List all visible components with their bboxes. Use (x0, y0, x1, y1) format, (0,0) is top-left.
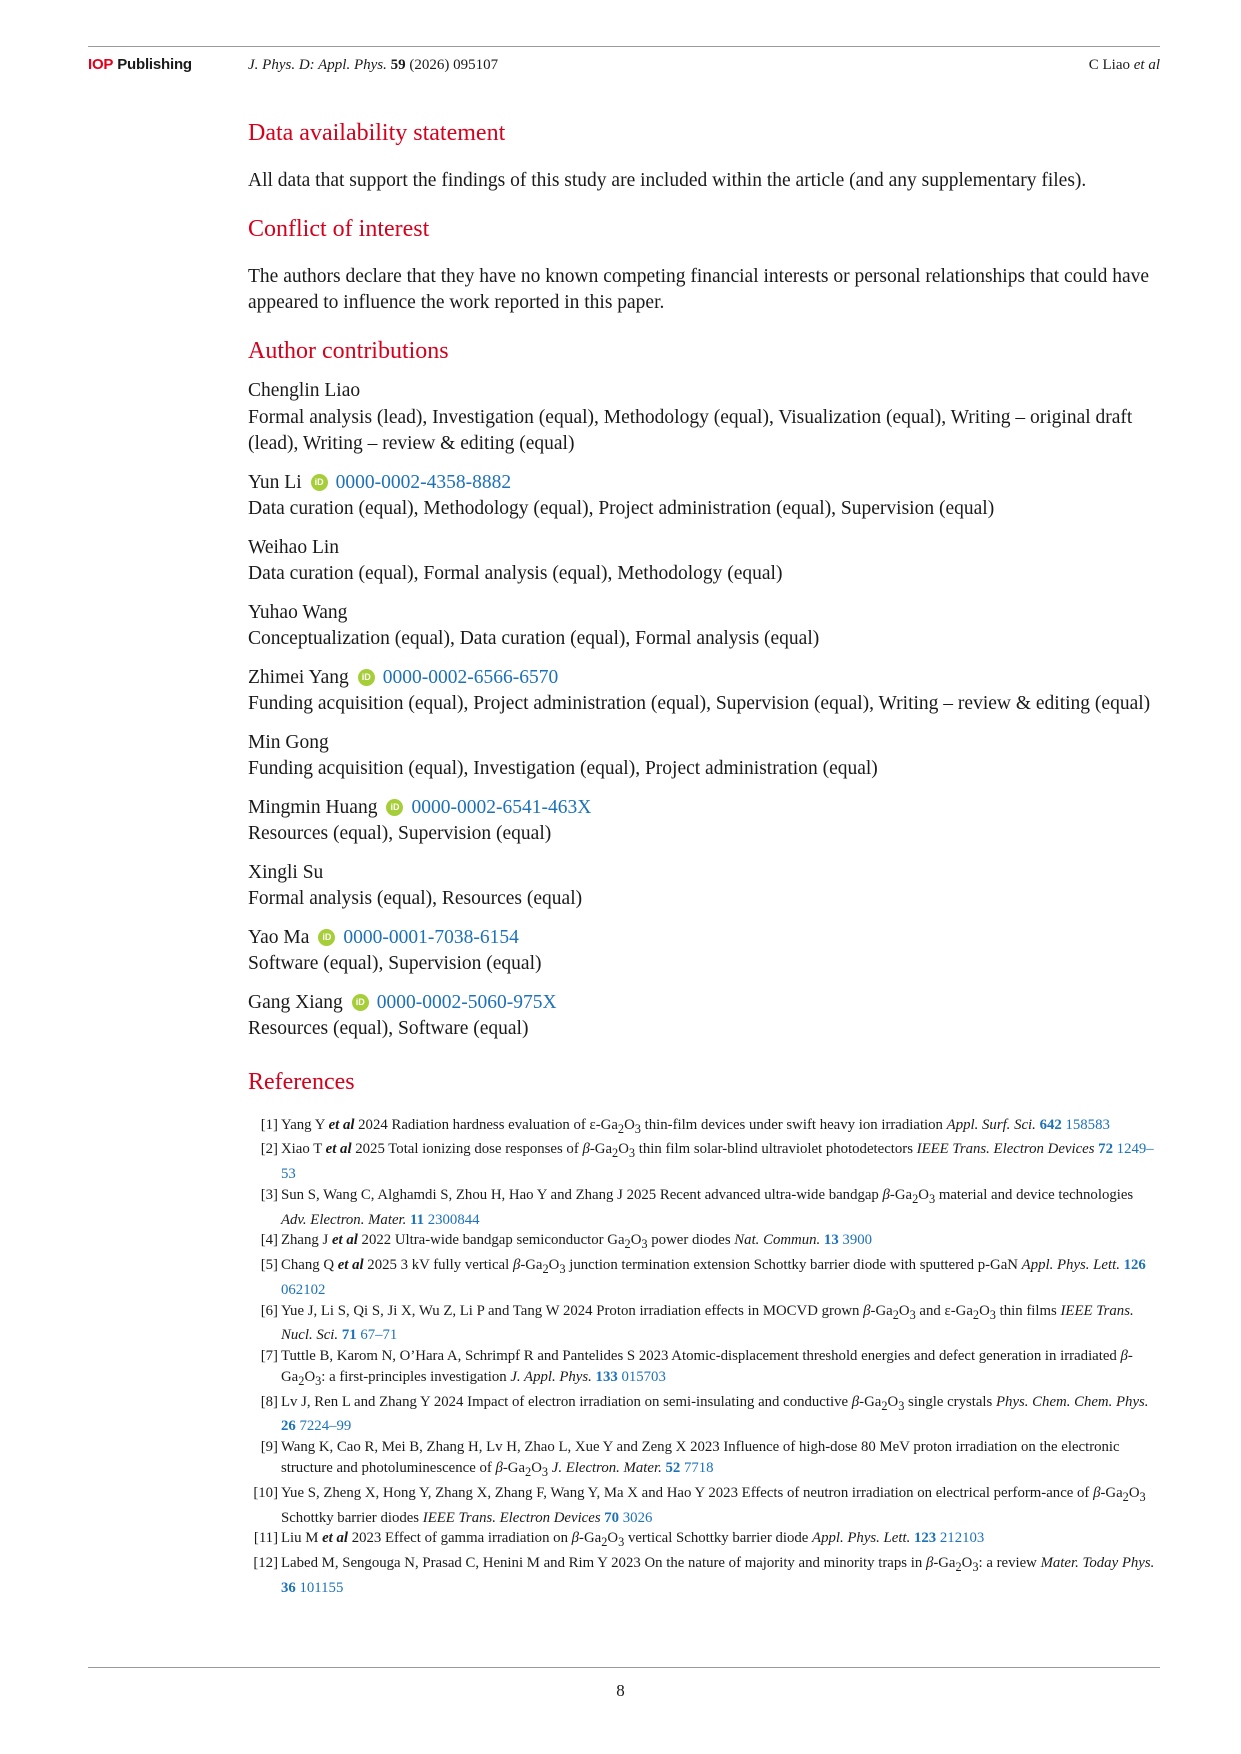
reference-item (248, 1346, 1160, 1392)
contributor-roles: Data curation (equal), Methodology (equal), Project administration (equal), Supervision (equal) (248, 498, 995, 519)
reference-link[interactable]: 062102 (281, 1281, 326, 1298)
contributor (248, 600, 1160, 653)
orcid-icon[interactable]: iD (311, 474, 328, 491)
reference-link[interactable]: 158583 (1065, 1116, 1110, 1133)
reference-text: Xiao T et al 2025 Total ionizing dose responses of $\beta-Ga_2O_3$ thin film solar-blind ultraviolet photodetectors IEEE Trans. Electron Devices 72 1249–53 (281, 1141, 1154, 1182)
footer-rule (88, 1667, 1160, 1668)
contributor (248, 665, 1160, 718)
iop-publishing-logo: IOP Publishing (88, 56, 192, 73)
reference-link[interactable]: 52 (665, 1460, 681, 1477)
reference-link[interactable]: 26 (281, 1418, 296, 1435)
reference-text: Tuttle B, Karom N, O’Hara A, Schrimpf R and Pantelides S 2023 Atomic-displacement threshold energies and defect generation in irradiated $\beta-Ga_2O_3$: a first-principles investigation J. Appl. Phys. 133 015703 (281, 1348, 1133, 1388)
conflict-heading: Conflict of interest (248, 216, 430, 242)
data-availability-heading: Data availability statement (248, 120, 506, 146)
reference-link[interactable]: 1249–53 (281, 1141, 1154, 1182)
orcid-link[interactable]: 0000-0001-7038-6154 (343, 926, 519, 948)
reference-list (248, 1115, 1160, 1599)
reference-text: Sun S, Wang C, Alghamdi S, Zhou H, Hao Y and Zhang J 2025 Recent advanced ultra-wide bandgap $\beta-Ga_2O_3$ material and device technologies Adv. Electron. Mater. 11 2300844 (281, 1186, 1134, 1228)
references-heading: References (248, 1068, 355, 1095)
contributor-roles: Data curation (equal), Formal analysis (equal), Methodology (equal) (248, 563, 783, 584)
contributor (248, 470, 1160, 523)
reference-link[interactable]: 71 (341, 1327, 357, 1344)
reference-text: Yang Y et al 2024 Radiation hardness evaluation of $\varepsilon-Ga_2O_3$ thin-film devices under swift heavy ion irradiation Appl. Surf. Sci. 642 158583 (281, 1116, 1110, 1136)
reference-text: Liu M et al 2023 Effect of gamma irradiation on $\beta-Ga_2O_3$ vertical Schottky barrier diode Appl. Phys. Lett. 123 212103 (281, 1530, 985, 1550)
contributor (248, 925, 1160, 978)
contributor-name: Mingmin Huang (248, 796, 378, 818)
reference-number: [9] (260, 1439, 278, 1456)
reference-link[interactable]: 3026 (622, 1509, 653, 1526)
contributor-roles: Funding acquisition (equal), Project administration (equal), Supervision (equal), Writing – review & editing (equal) (248, 693, 1151, 714)
running-header (88, 54, 1160, 76)
contributor (248, 795, 1160, 848)
reference-link[interactable]: 7224–99 (299, 1418, 352, 1435)
reference-number: [10] (253, 1484, 278, 1501)
reference-link[interactable]: 3900 (842, 1232, 873, 1249)
contributor-roles: Software (equal), Supervision (equal) (248, 953, 542, 974)
running-authors: C Liao et al (1088, 57, 1160, 73)
orcid-icon[interactable]: iD (386, 799, 403, 816)
reference-link[interactable]: 642 (1039, 1116, 1062, 1133)
reference-text: Chang Q et al 2025 3 kV fully vertical $\beta-Ga_2O_3$ junction termination extension Schottky barrier diode with sputtered p-GaN Appl. Phys. Lett. 126 062102 (281, 1257, 1146, 1298)
contributions-list (248, 378, 1160, 1043)
reference-item (248, 1185, 1160, 1231)
reference-number: [11] (253, 1530, 278, 1547)
conflict-text: The authors declare that they have no known competing financial interests or personal relationships that could have appeared to influence the work reported in this paper. (248, 266, 1150, 313)
orcid-link[interactable]: 0000-0002-6541-463X (411, 796, 592, 818)
reference-item (248, 1230, 1160, 1255)
header-rule (88, 46, 1160, 47)
reference-link[interactable]: 2300844 (427, 1211, 480, 1228)
reference-number: [7] (260, 1348, 278, 1365)
orcid-icon[interactable]: iD (352, 994, 369, 1011)
reference-number: [1] (260, 1116, 278, 1133)
contributor-roles: Resources (equal), Supervision (equal) (248, 823, 552, 844)
reference-item (248, 1528, 1160, 1553)
reference-item (248, 1255, 1160, 1301)
reference-text: Wang K, Cao R, Mei B, Zhang H, Lv H, Zhao L, Xue Y and Zeng X 2023 Influence of high-dose 80 MeV proton irradiation on the electronic structure and photoluminescence of $\beta-Ga_2O_3$ J. Electron. Mater. 52 7718 (281, 1439, 1120, 1480)
reference-text: Yue S, Zheng X, Hong Y, Zhang X, Zhang F, Wang Y, Ma X and Hao Y 2023 Effects of neutron irradiation on electrical perform-ance of $\beta-Ga_2O_3$ Schottky barrier diodes IEEE Trans. Electron Devices 70 3026 (281, 1484, 1146, 1526)
reference-number: [3] (260, 1186, 278, 1203)
orcid-icon[interactable]: iD (358, 669, 375, 686)
contributor (248, 860, 1160, 913)
reference-link[interactable]: 126 (1123, 1257, 1146, 1274)
contributor-name: Min Gong (248, 731, 329, 753)
contributor (248, 535, 1160, 588)
reference-text: Yue J, Li S, Qi S, Ji X, Wu Z, Li P and Tang W 2024 Proton irradiation effects in MOCVD grown $\beta-Ga_2O_3$ and $\varepsilon-Ga_2O_3$ thin films IEEE Trans. Nucl. Sci. 71 67–71 (281, 1302, 1134, 1344)
reference-link[interactable]: 13 (823, 1232, 839, 1249)
reference-link[interactable]: 101155 (299, 1579, 344, 1596)
reference-item (248, 1437, 1160, 1483)
contributor-roles: Formal analysis (lead), Investigation (equal), Methodology (equal), Visualization (equal), Writing – original draft (lead), Writing – review & editing (equal) (248, 406, 1133, 454)
contributions-heading: Author contributions (248, 338, 449, 364)
reference-number: [2] (260, 1141, 278, 1158)
contributor (248, 990, 1160, 1043)
reference-item (248, 1301, 1160, 1347)
reference-link[interactable]: 72 (1098, 1141, 1113, 1158)
reference-item (248, 1392, 1160, 1438)
contributor-roles: Conceptualization (equal), Data curation (equal), Formal analysis (equal) (248, 628, 820, 649)
reference-link[interactable]: 212103 (939, 1530, 985, 1547)
reference-link[interactable]: 015703 (621, 1368, 666, 1385)
reference-number: [8] (260, 1393, 278, 1410)
contributor (248, 378, 1160, 458)
reference-link[interactable]: 123 (913, 1530, 937, 1547)
orcid-icon[interactable]: iD (318, 929, 335, 946)
contributor-name: Yun Li (248, 471, 302, 493)
page-number: 8 (616, 1681, 625, 1700)
orcid-link[interactable]: 0000-0002-5060-975X (376, 991, 557, 1013)
reference-link[interactable]: 70 (604, 1509, 620, 1526)
contributor-roles: Resources (equal), Software (equal) (248, 1018, 529, 1039)
reference-text: Lv J, Ren L and Zhang Y 2024 Impact of electron irradiation on semi-insulating and conductive $\beta-Ga_2O_3$ single crystals Phys. Chem. Chem. Phys. 26 7224–99 (281, 1393, 1149, 1435)
reference-number: [12] (253, 1555, 278, 1572)
reference-item (248, 1553, 1160, 1599)
contributor (248, 730, 1160, 783)
contributor-roles: Funding acquisition (equal), Investigation (equal), Project administration (equal) (248, 758, 878, 779)
reference-number: [4] (260, 1232, 278, 1249)
contributor-roles: Formal analysis (equal), Resources (equal) (248, 888, 583, 909)
orcid-link[interactable]: 0000-0002-6566-6570 (382, 666, 559, 688)
reference-link[interactable]: 133 (595, 1368, 618, 1385)
reference-item (248, 1483, 1160, 1529)
reference-link[interactable]: 67–71 (360, 1327, 398, 1344)
contributor-name: Xingli Su (248, 861, 324, 883)
orcid-link[interactable]: 0000-0002-4358-8882 (335, 471, 512, 493)
contributor-name: Yao Ma (248, 926, 310, 948)
contributor-name: Yuhao Wang (248, 601, 348, 623)
contributor-name: Zhimei Yang (248, 666, 349, 688)
reference-number: [5] (260, 1257, 278, 1274)
reference-number: [6] (260, 1302, 278, 1319)
reference-text: Labed M, Sengouga N, Prasad C, Henini M and Rim Y 2023 On the nature of majority and minority traps in $\beta-Ga_2O_3$: a review Mater. Today Phys. 36 101155 (281, 1555, 1155, 1596)
contributor-name: Weihao Lin (248, 536, 340, 558)
reference-link[interactable]: 36 (281, 1579, 296, 1596)
reference-item (248, 1115, 1160, 1140)
reference-link[interactable]: 7718 (683, 1460, 714, 1477)
contributor-name: Gang Xiang (248, 991, 343, 1013)
contributor-name: Chenglin Liao (248, 380, 361, 401)
data-availability-text: All data that support the findings of this study are included within the article (and any supplementary files). (248, 170, 1087, 191)
journal-citation: J. Phys. D: Appl. Phys. 59 (2026) 095107 (248, 57, 499, 73)
reference-item (248, 1139, 1160, 1185)
reference-link[interactable]: 11 (410, 1211, 425, 1228)
reference-text: Zhang J et al 2022 Ultra-wide bandgap semiconductor $Ga_2O_3$ power diodes Nat. Commun. 13 3900 (281, 1232, 873, 1252)
page-content (248, 118, 1160, 1599)
